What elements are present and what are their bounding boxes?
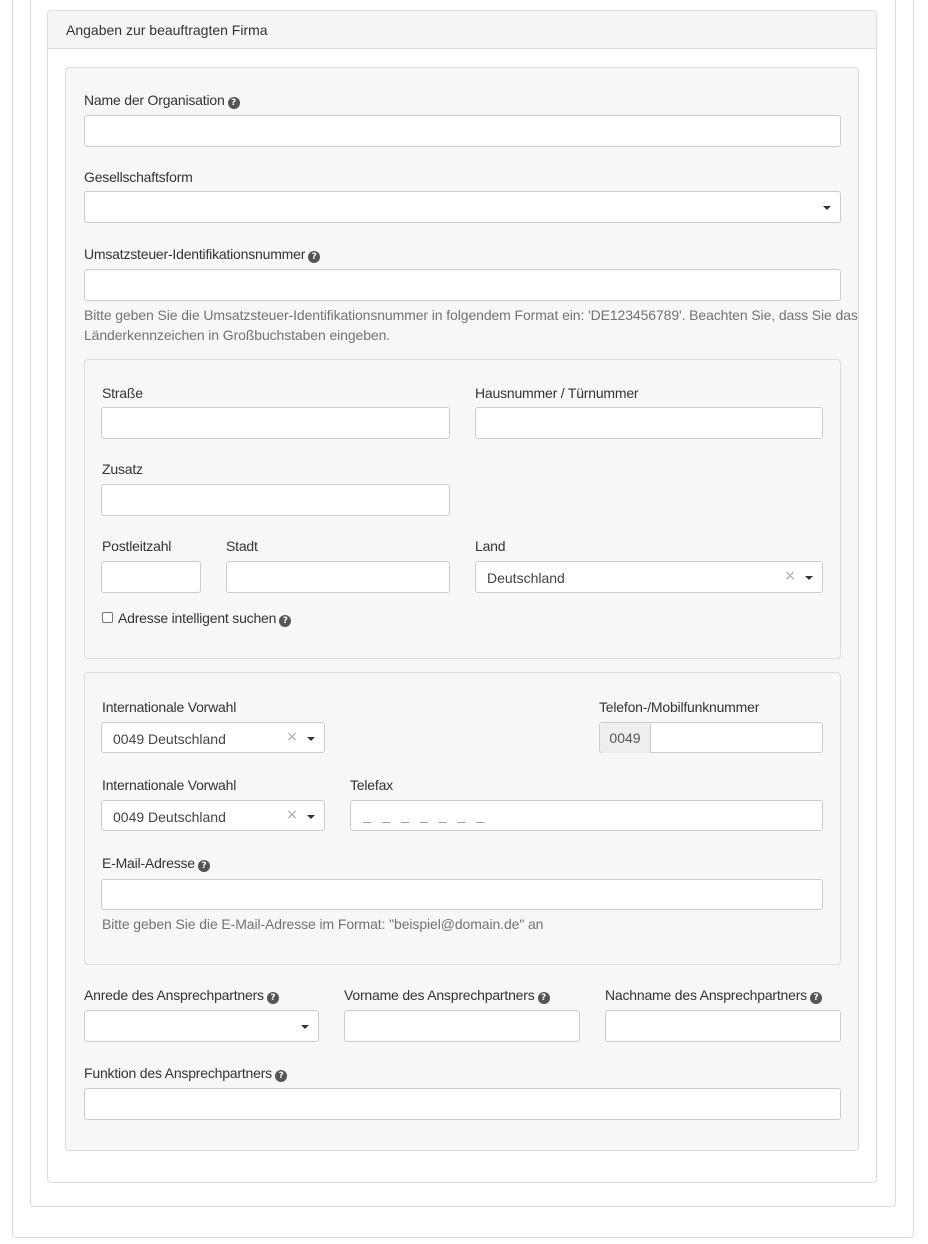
street-label: Straße (102, 385, 143, 401)
email-help: Bitte geben Sie die E-Mail-Adresse im Format: "beispiel@domain.de" an (102, 916, 544, 932)
last-name-input[interactable] (605, 1010, 841, 1042)
last-name-label: Nachname des Ansprechpartners ? (605, 987, 822, 1004)
help-icon[interactable]: ? (198, 860, 210, 872)
fax-intl-code-select[interactable]: 0049 Deutschland × (101, 800, 325, 831)
house-number-label: Hausnummer / Türnummer (475, 385, 639, 401)
help-icon[interactable]: ? (275, 1070, 287, 1082)
help-icon[interactable]: ? (538, 992, 550, 1004)
legal-form-select[interactable] (84, 191, 841, 223)
function-label: Funktion des Ansprechpartners ? (84, 1065, 287, 1082)
first-name-label: Vorname des Ansprechpartners ? (344, 987, 550, 1004)
email-input[interactable] (101, 879, 823, 910)
caret-down-icon (823, 206, 831, 210)
salutation-select[interactable] (84, 1010, 319, 1042)
help-icon[interactable]: ? (267, 992, 279, 1004)
phone-label: Telefon-/Mobilfunknummer (599, 699, 760, 715)
country-label: Land (475, 538, 506, 554)
fax-label: Telefax (350, 777, 393, 793)
email-label: E-Mail-Adresse ? (102, 855, 210, 872)
salutation-label: Anrede des Ansprechpartners ? (84, 987, 279, 1004)
vat-id-label: Umsatzsteuer-Identifikationsnummer ? (84, 246, 320, 263)
smart-search-checkbox[interactable] (102, 612, 113, 623)
caret-down-icon (307, 815, 315, 819)
phone-prefix-addon: 0049 (600, 723, 651, 753)
help-icon[interactable]: ? (308, 251, 320, 263)
house-number-input[interactable] (475, 407, 823, 439)
vat-id-help: Bitte geben Sie die Umsatzsteuer-Identifikationsnummer in folgendem Format ein: 'DE123456789'. Beachten Sie, dass Sie das Länderkennzeichen in Großbuchstaben eingeben. (84, 307, 858, 343)
city-label: Stadt (226, 538, 258, 554)
city-input[interactable] (226, 561, 450, 593)
postal-code-input[interactable] (101, 561, 201, 593)
help-icon[interactable]: ? (810, 992, 822, 1004)
intl-code-select[interactable]: 0049 Deutschland × (101, 722, 325, 753)
caret-down-icon (307, 737, 315, 741)
legal-form-label: Gesellschaftsform (84, 169, 193, 185)
addition-label: Zusatz (102, 461, 143, 477)
vat-id-input[interactable] (84, 269, 841, 301)
fax-input[interactable] (350, 800, 823, 831)
caret-down-icon (301, 1025, 309, 1029)
first-name-input[interactable] (344, 1010, 580, 1042)
function-input[interactable] (84, 1088, 841, 1120)
country-select[interactable]: Deutschland × (475, 561, 823, 593)
clear-x-icon[interactable]: × (286, 807, 298, 823)
organisation-name-label: Name der Organisation ? (84, 92, 240, 109)
panel-title: Angaben zur beauftragten Firma (48, 11, 876, 49)
clear-x-icon[interactable]: × (286, 729, 298, 745)
phone-input-group[interactable] (599, 722, 823, 753)
help-icon[interactable]: ? (279, 615, 291, 627)
fax-mask: _ _ _ _ _ _ _ (363, 807, 486, 823)
caret-down-icon (805, 576, 813, 580)
smart-search-label: Adresse intelligent suchen ? (118, 610, 291, 627)
addition-input[interactable] (101, 484, 450, 516)
help-icon[interactable]: ? (228, 97, 240, 109)
organisation-name-input[interactable] (84, 115, 841, 147)
intl-code-label: Internationale Vorwahl (102, 699, 237, 715)
street-input[interactable] (101, 407, 450, 439)
postal-code-label: Postleitzahl (102, 538, 172, 554)
clear-x-icon[interactable]: × (784, 568, 796, 584)
fax-intl-code-label: Internationale Vorwahl (102, 777, 237, 793)
